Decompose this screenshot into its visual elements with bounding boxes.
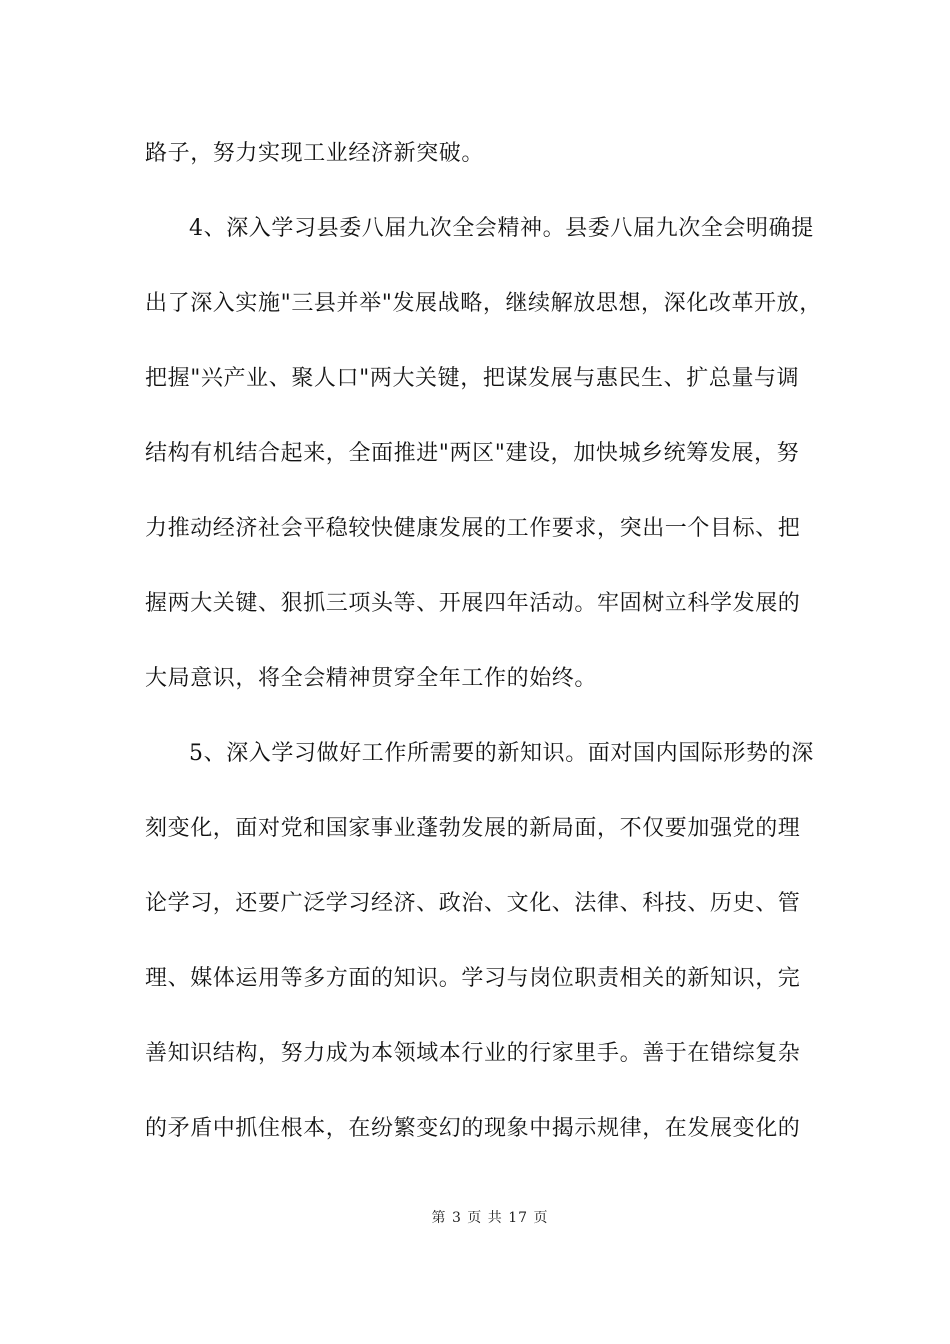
paragraph-line: 4、深入学习县委八届九次全会精神。县委八届九次全会明确提 — [189, 216, 814, 241]
paragraph-line: 刻变化，面对党和国家事业蓬勃发展的新局面，不仅要加强党的理 — [145, 816, 801, 841]
paragraph-line: 力推动经济社会平稳较快健康发展的工作要求，突出一个目标、把 — [145, 516, 801, 541]
paragraph-line: 出了深入实施"三县并举"发展战略，继续解放思想，深化改革开放， — [145, 291, 822, 316]
paragraph-line: 善知识结构，努力成为本领域本行业的行家里手。善于在错综复杂 — [145, 1041, 801, 1066]
page-footer — [0, 1208, 950, 1228]
paragraph-line: 把握"兴产业、聚人口"两大关键，把谋发展与惠民生、扩总量与调 — [145, 366, 800, 391]
paragraph-line: 论学习，还要广泛学习经济、政治、文化、法律、科技、历史、管 — [145, 891, 801, 916]
paragraph-line: 理、媒体运用等多方面的知识。学习与岗位职责相关的新知识，完 — [145, 966, 801, 991]
paragraph-line: 的矛盾中抓住根本，在纷繁变幻的现象中揭示规律，在发展变化的 — [145, 1116, 801, 1141]
paragraph-line: 大局意识，将全会精神贯穿全年工作的始终。 — [145, 666, 598, 691]
paragraph-line: 5、深入学习做好工作所需要的新知识。面对国内国际形势的深 — [189, 741, 814, 766]
paragraph-line: 结构有机结合起来，全面推进"两区"建设，加快城乡统筹发展，努 — [145, 441, 800, 466]
paragraph-line: 路子，努力实现工业经济新突破。 — [145, 141, 485, 166]
page-number-label: 第 3 页 共 17 页 — [431, 1210, 549, 1226]
paragraph-line: 握两大关键、狠抓三项头等、开展四年活动。牢固树立科学发展的 — [145, 591, 801, 616]
